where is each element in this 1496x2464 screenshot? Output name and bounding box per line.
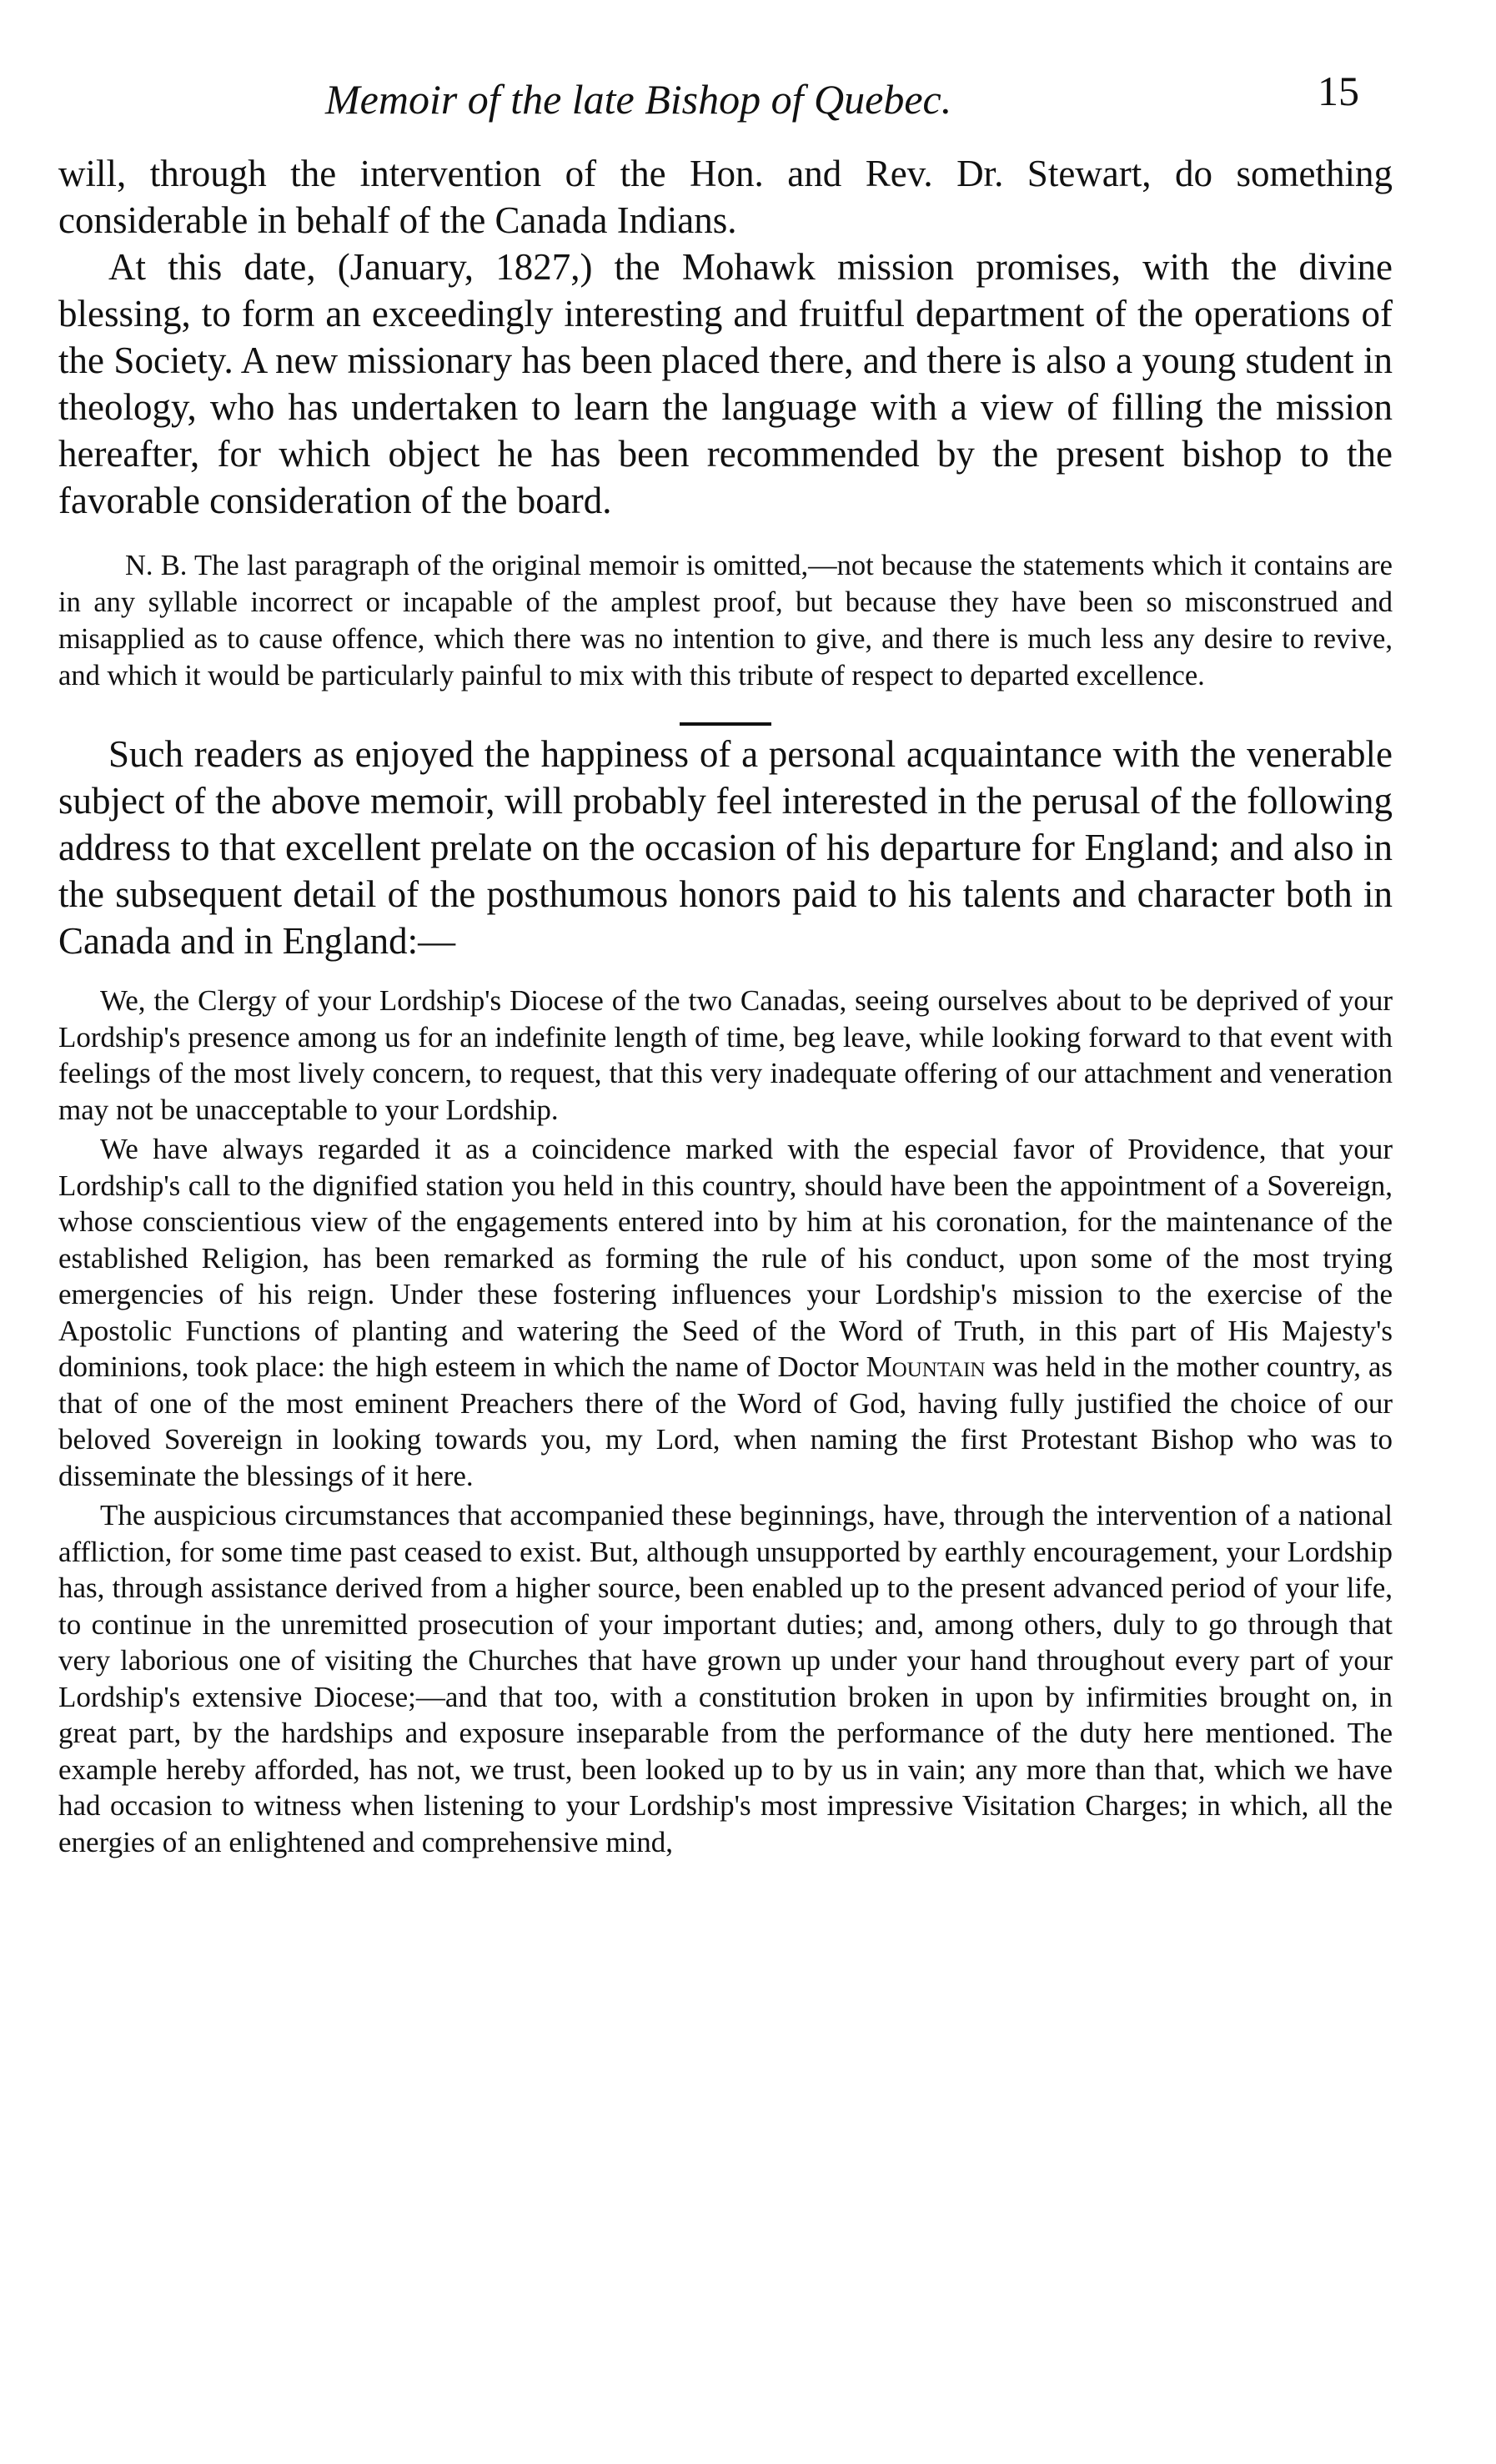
- section-divider: [680, 722, 771, 726]
- paragraph-mohawk-mission: At this date, (January, 1827,) the Mohawk mission promises, with the divine blessing, to form an exceedingly interesting and fruitful department of the operations of the Society. A new missionary has been placed there, and there is also a young student in theology, who has undertaken to learn the language with a view of filling the mission hereafter, for which object he has been recommended by the present bishop to the favorable consideration of the board.: [58, 246, 1393, 521]
- page-number: 15: [1318, 68, 1359, 114]
- paragraph-address-intro: Such readers as enjoyed the happiness of a personal acquaintance with the venerable subject of the above memoir, will probably feel interested in the perusal of the following address to that excellent prelate on the occasion of his departure for England; and also in the subsequent detail of the posthumous honors paid to his talents and character both in Canada and in England:—: [58, 733, 1393, 962]
- address-paragraph-2-text-a: We have always regarded it as a coincidence marked with the especial favor of Providence, that your Lordship's call to the dignified station you held in this country, should have been the appointment of a Sovereign, whose conscientious view of the engagements entered into by him at his coronation, for the maintenance of the established Religion, has been remarked as forming the rule of his conduct, upon some of the most trying emergencies of his reign. Under these fostering influences your Lordship's mission to the exercise of the Apostolic Functions of planting and watering the Seed of the Word of Truth, in this part of His Majesty's dominions, took place: the high esteem in which the name of Doctor: [58, 1133, 1393, 1383]
- editorial-note: N. B. The last paragraph of the original memoir is omitted,—not because the statements which it contains are in any syllable incorrect or incapable of the amplest proof, but because they have been so misconstrued and misapplied as to cause offence, which there was no intention to give, and there is much less any desire to revive, and which it would be particularly painful to mix with this tribute of respect to departed excellence.: [58, 550, 1393, 691]
- running-head: [58, 58, 1393, 150]
- address-paragraph-1: We, the Clergy of your Lordship's Diocese of the two Canadas, seeing ourselves about to be deprived of your Lordship's presence among us for an indefinite length of time, beg leave, while looking forward to that event with feelings of the most lively concern, to request, that this very inadequate offering of our attachment and veneration may not be unacceptable to your Lordship.: [58, 984, 1393, 1126]
- running-title: Memoir of the late Bishop of Quebec.: [325, 76, 952, 123]
- address-paragraph-3: The auspicious circumstances that accompanied these beginnings, have, through the intervention of a national affliction, for some time past ceased to exist. But, although unsupported by earthly encouragement, your Lordship has, through assistance derived from a higher source, been enabled up to the present advanced period of your life, to continue in the unremitted prosecution of your important duties; and, among others, duly to go through that very laborious one of visiting the Churches that have grown up under your hand throughout every part of your Lordship's extensive Diocese;—and that too, with a constitution broken in upon by infirmities brought on, in great part, by the hardships and exposure inseparable from the performance of the duty here mentioned. The example hereby afforded, has not, we trust, been looked up to by us in vain; any more than that, which we have had occasion to witness when listening to your Lordship's most impressive Visitation Charges; in which, all the energies of an enlightened and comprehensive mind,: [58, 1499, 1393, 1858]
- paragraph-continuation: will, through the intervention of the Hon. and Rev. Dr. Stewart, do something considerable in behalf of the Canada Indians.: [58, 153, 1393, 241]
- name-mountain: Mountain: [866, 1350, 986, 1383]
- address-paragraph-2-text-b: was held in the mother country, as that of one of the most eminent Preachers there of the Word of God, having fully justified the choice of our beloved Sovereign in looking towards you, my Lord, when naming the first Protestant Bishop who was to disseminate the blessings of it here.: [58, 1350, 1393, 1492]
- book-page: [58, 58, 1393, 2419]
- address-paragraph-2: [58, 1131, 1393, 1494]
